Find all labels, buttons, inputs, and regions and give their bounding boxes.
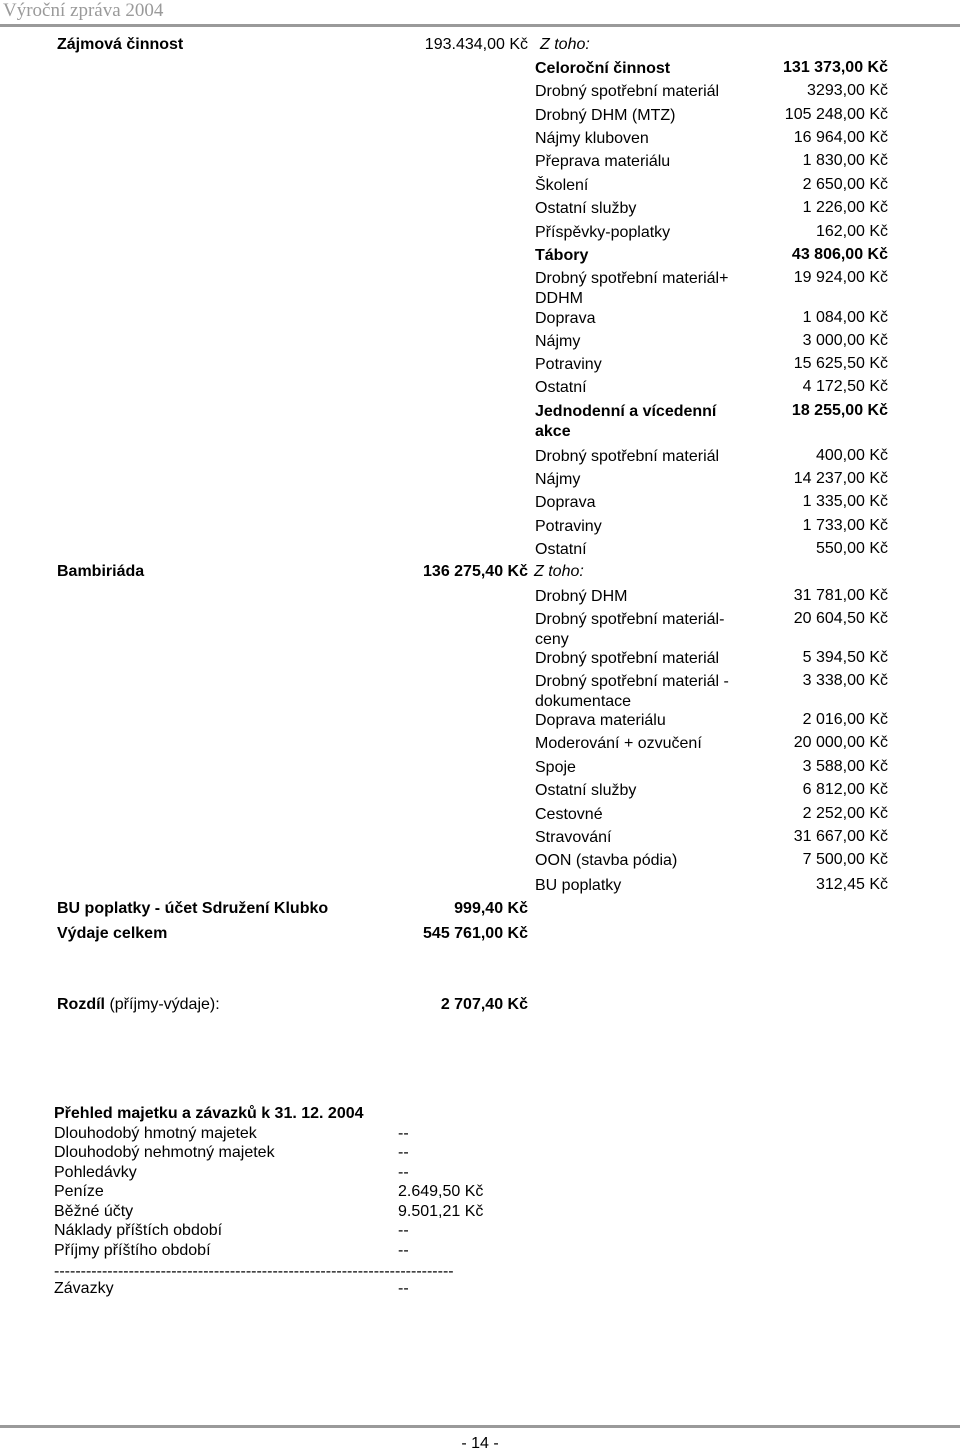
overview-label: Pohledávky: [54, 1164, 137, 1181]
expense-value: 3 000,00 Kč: [802, 332, 888, 349]
overview-separator: ---------------------------------------------------------------------------: [54, 1263, 454, 1280]
report-title: Výroční zpráva 2004: [3, 0, 164, 21]
group-total: 136 275,40 Kč: [423, 563, 528, 580]
bank-fees-total: 999,40 Kč: [454, 900, 528, 917]
expense-row: [0, 587, 960, 609]
overview-label: Příjmy příštího období: [54, 1242, 211, 1259]
expense-row: [0, 828, 960, 850]
expense-row: [0, 176, 960, 198]
expense-row: [0, 106, 960, 128]
overview-row: [54, 1164, 554, 1184]
difference-value: 2 707,40 Kč: [440, 996, 528, 1013]
overview-row: [54, 1125, 554, 1145]
overview-row: [54, 1203, 554, 1223]
expense-value: 14 237,00 Kč: [793, 470, 888, 487]
expense-label: Cestovné: [535, 806, 603, 823]
expense-label: Ostatní služby: [535, 782, 637, 799]
expense-label: Školení: [535, 177, 589, 194]
expense-row: [0, 517, 960, 539]
expense-row: [0, 649, 960, 671]
expense-label: Drobný spotřební materiál: [535, 83, 720, 100]
expense-value: 1 226,00 Kč: [802, 199, 888, 216]
difference-label: [57, 996, 220, 1014]
expense-row: [0, 223, 960, 245]
overview-row: [54, 1183, 554, 1203]
bank-fees-label: BU poplatky - účet Sdružení Klubko: [57, 900, 329, 917]
expense-row: [0, 781, 960, 803]
expense-row: [0, 402, 960, 446]
expense-row: [0, 447, 960, 469]
overview-label: Dlouhodobý hmotný majetek: [54, 1125, 257, 1142]
expense-value: 131 373,00 Kč: [783, 59, 888, 76]
z-toho-label: Z toho:: [534, 563, 584, 580]
expense-label: Tábory: [535, 247, 589, 264]
expense-value: 18 255,00 Kč: [791, 402, 888, 419]
expense-value: 4 172,50 Kč: [802, 378, 888, 395]
expenses-total-label: Výdaje celkem: [57, 925, 168, 942]
overview-label: Závazky: [54, 1280, 114, 1297]
expense-label: Potraviny: [535, 356, 602, 373]
expense-label: Drobný DHM (MTZ): [535, 107, 676, 124]
difference-label-rest: (příjmy-výdaje):: [105, 996, 220, 1013]
expense-label: Ostatní služby: [535, 200, 637, 217]
expense-row: [0, 610, 960, 652]
expense-value: 162,00 Kč: [815, 223, 888, 240]
overview-value: --: [398, 1144, 409, 1161]
overview-value: --: [398, 1125, 409, 1142]
expense-label: Stravování: [535, 829, 612, 846]
expense-label: Nájmy: [535, 471, 581, 488]
expense-value: 5 394,50 Kč: [802, 649, 888, 666]
expense-value: 2 252,00 Kč: [802, 805, 888, 822]
overview-value: --: [398, 1242, 409, 1259]
expense-label: Moderování + ozvučení: [535, 735, 702, 752]
expense-label: Drobný spotřební materiál: [535, 650, 720, 667]
expense-value: 1 733,00 Kč: [802, 517, 888, 534]
expense-label: Ostatní: [535, 541, 587, 558]
expense-value: 6 812,00 Kč: [802, 781, 888, 798]
expense-label: Drobný spotřební materiál: [535, 448, 720, 465]
overview-label: Peníze: [54, 1183, 104, 1200]
bank-fees-row: [0, 900, 960, 922]
expense-row: [0, 332, 960, 354]
expense-row: [0, 805, 960, 827]
expense-label: OON (stavba pódia): [535, 852, 678, 869]
expenses-total-row: [0, 925, 960, 947]
expense-row: [0, 876, 960, 898]
expense-row: [0, 493, 960, 515]
expense-value: 15 625,50 Kč: [793, 355, 888, 372]
expense-value: 2 650,00 Kč: [802, 176, 888, 193]
overview-value: --: [398, 1164, 409, 1181]
expense-label: Doprava materiálu: [535, 712, 666, 729]
expense-row: [0, 269, 960, 311]
expense-value: 2 016,00 Kč: [802, 711, 888, 728]
overview-label: Běžné účty: [54, 1203, 134, 1220]
expense-row: [0, 82, 960, 104]
expense-row: [0, 199, 960, 221]
expense-row: [0, 711, 960, 733]
overview-value: 9.501,21 Kč: [398, 1203, 484, 1220]
expense-value: 550,00 Kč: [815, 540, 888, 557]
expense-value: 16 964,00 Kč: [793, 129, 888, 146]
expense-row: [0, 540, 960, 562]
expense-label: Celoroční činnost: [535, 60, 671, 77]
expenses-total-value: 545 761,00 Kč: [423, 925, 528, 942]
expense-row: [0, 758, 960, 780]
overview-row: [54, 1222, 554, 1242]
expense-row: [0, 129, 960, 151]
expense-value: 3293,00 Kč: [807, 82, 888, 99]
expense-row: [0, 470, 960, 492]
expense-label: Jednodenní a vícedenní akce: [535, 403, 717, 440]
expense-row: [0, 378, 960, 400]
expense-value: 7 500,00 Kč: [802, 851, 888, 868]
expense-row: [0, 672, 960, 714]
overview-value: 2.649,50 Kč: [398, 1183, 484, 1200]
expense-value: 19 924,00 Kč: [793, 269, 888, 286]
overview-value: --: [398, 1222, 409, 1239]
expense-row: [0, 246, 960, 268]
expense-label: Spoje: [535, 759, 576, 776]
expense-value: 1 830,00 Kč: [802, 152, 888, 169]
expense-value: 31 667,00 Kč: [793, 828, 888, 845]
overview-label: Náklady příštích období: [54, 1222, 223, 1239]
expense-label: Potraviny: [535, 518, 602, 535]
expense-label: BU poplatky: [535, 877, 622, 894]
overview-row: [54, 1242, 554, 1262]
expense-value: 3 588,00 Kč: [802, 758, 888, 775]
expense-value: 1 335,00 Kč: [802, 493, 888, 510]
expense-value: 43 806,00 Kč: [791, 246, 888, 263]
expense-value: 312,45 Kč: [815, 876, 888, 893]
group-label: Bambiriáda: [57, 563, 145, 580]
overview-value: --: [398, 1280, 409, 1297]
expense-value: 31 781,00 Kč: [793, 587, 888, 604]
header-rule: [0, 24, 960, 27]
expense-label: Doprava: [535, 494, 596, 511]
expense-label: Příspěvky-poplatky: [535, 224, 671, 241]
expense-value: 20 000,00 Kč: [793, 734, 888, 751]
overview-row: [54, 1144, 554, 1164]
expense-label: Drobný spotřební materiál - dokumentace: [535, 673, 729, 710]
expense-row: [0, 59, 960, 81]
expense-row: [0, 309, 960, 331]
expense-label: Nájmy kluboven: [535, 130, 649, 147]
expense-row: [0, 851, 960, 873]
overview-label: Dlouhodobý nehmotný majetek: [54, 1144, 275, 1161]
expense-row: [0, 734, 960, 756]
difference-label-bold: Rozdíl: [57, 996, 105, 1013]
expense-value: 105 248,00 Kč: [784, 106, 888, 123]
expense-label: Drobný spotřební materiál+ DDHM: [535, 270, 729, 307]
group-total: 193.434,00 Kč: [424, 36, 528, 53]
expense-value: 1 084,00 Kč: [802, 309, 888, 326]
expense-value: 20 604,50 Kč: [793, 610, 888, 627]
expense-row: [0, 152, 960, 174]
expense-label: Drobný DHM: [535, 588, 628, 605]
expense-row: [0, 355, 960, 377]
expense-value: 400,00 Kč: [815, 447, 888, 464]
group-row-bambiriada: [0, 563, 960, 585]
overview-liabilities-row: [54, 1280, 554, 1300]
expense-label: Ostatní: [535, 379, 587, 396]
expense-value: 3 338,00 Kč: [802, 672, 888, 689]
group-row-zajmova: [0, 36, 960, 58]
expense-label: Doprava: [535, 310, 596, 327]
expense-label: Přeprava materiálu: [535, 153, 671, 170]
z-toho-label: Z toho:: [540, 36, 590, 53]
footer-rule: [0, 1425, 960, 1428]
group-label: Zájmová činnost: [57, 36, 184, 53]
overview-title: Přehled majetku a závazků k 31. 12. 2004: [54, 1105, 364, 1122]
page-number: - 14 -: [461, 1435, 499, 1452]
expense-label: Drobný spotřební materiál-ceny: [535, 611, 725, 648]
expense-label: Nájmy: [535, 333, 581, 350]
